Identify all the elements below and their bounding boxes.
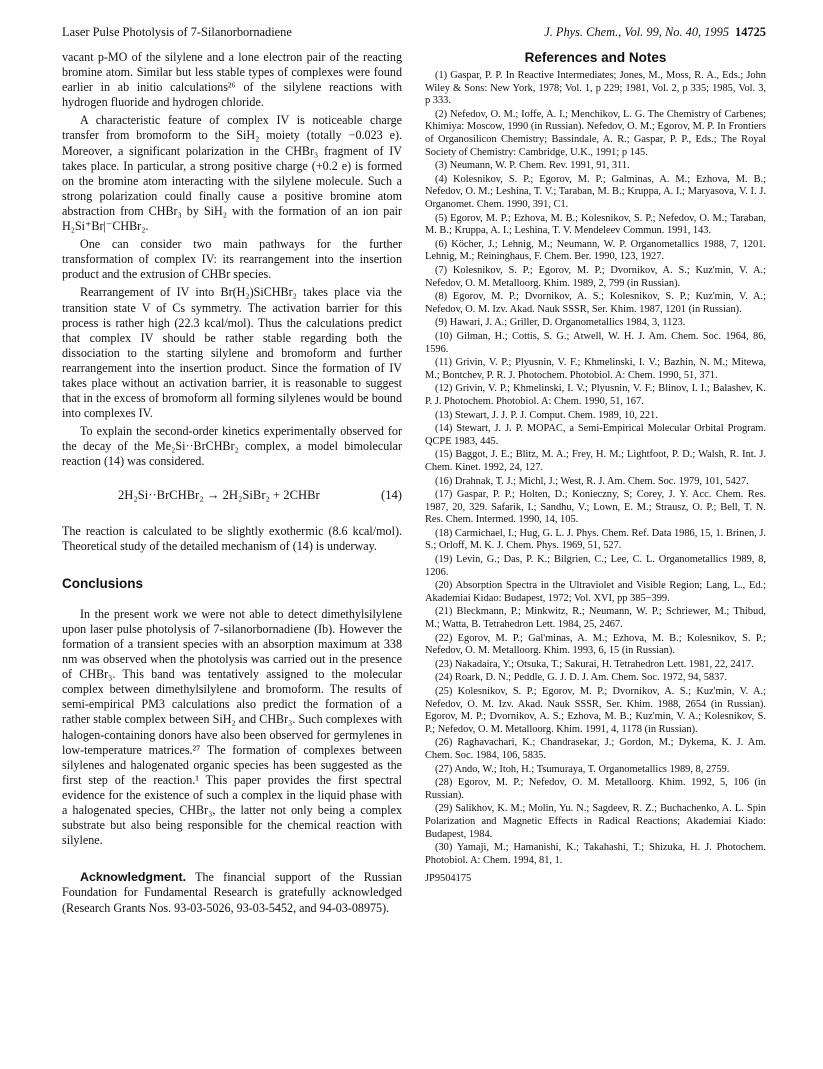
running-header [62, 25, 766, 43]
reference-item: (20) Absorption Spectra in the Ultraviolet and Visible Region; Lang, L., Ed.; Akademiai Kidao: Budapest, 1972; Vol. XVI, pp 385−399. [425, 580, 766, 604]
reference-item: (18) Carmichael, I.; Hug, G. L. J. Phys. Chem. Ref. Data 1986, 15, 1. Brinen, J. S.; Orloff, M. K. J. Chem. Phys. 1969, 51, 527. [425, 527, 767, 552]
reference-item: (7) Kolesnikov, S. P.; Egorov, M. P.; Dvornikov, A. S.; Kuz'min, V. A.; Nefedov, O. M. Metalloorg. Khim. 1989, 2, 799 (in Russian). [425, 265, 766, 289]
reference-item: (6) Köcher, J.; Lehnig, M.; Neumann, W. P. Organometallics 1988, 7, 1201. Lehnig, M.; Reininghaus, F. Chem. Ber. 1990, 123, 1927. [425, 238, 766, 263]
reference-item: (5) Egorov, M. P.; Ezhova, M. B.; Kolesnikov, S. P.; Nefedov, O. M.; Taraban, M. B.; Kruppa, A. I.; Leshina, T. V. Mendeleev Commun. 1991, 143. [425, 212, 766, 237]
equation-14 [62, 488, 402, 506]
reference-item: (16) Drahnak, T. J.; Michl, J.; West, R. J. Am. Chem. Soc. 1979, 101, 5427. [435, 475, 749, 487]
reference-item: (13) Stewart, J. J. P. J. Comput. Chem. 1989, 10, 221. [435, 409, 658, 421]
reference-item: (10) Gilman, H.; Cottis, S. G.; Atwell, W. H. J. Am. Chem. Soc. 1964, 86, 1596. [425, 330, 766, 355]
reference-item: (8) Egorov, M. P.; Dvornikov, A. S.; Kolesnikov, S. P.; Kuz'min, V. A.; Nefedov, O. M. Izv. Akad. Nauk SSSR, Ser. Khim. 1987, 1201 (in Russian). [425, 291, 766, 315]
acknowledgment-lead: Acknowledgment. [80, 870, 187, 885]
references-heading: References and Notes [524, 50, 667, 65]
references-list [425, 70, 766, 886]
body-paragraph: One can consider two main pathways for the further transformation of complex IV: its rearrangement into the insertion product and the extrusion of CHBr species. [62, 237, 402, 282]
manuscript-code: JP9504175 [425, 873, 472, 885]
reference-item: (12) Grivin, V. P.; Khmelinski, I. V.; Plyusnin, V. F.; Blinov, I. I.; Balashev, K. P. J. Photochem. Photobiol. A: Chem. 1990, 51, 167. [425, 383, 766, 407]
reference-item: (25) Kolesnikov, S. P.; Egorov, M. P.; Dvornikov, A. S.; Kuz'min, V. A.; Nefedov, O. M. Izv. Akad. Nauk SSSR, Ser. Khim. 1988, 2654 (in Russian). Egorov, M. P.; Dvornikov, A. S.; Ezhova, M. B.; Kuz'min, V. A.; Kolesnikov, S. P.; Nefedov, O. M. Metalloorg. Khim. 1991, 4, 1178 (in Russian). [425, 686, 766, 735]
reference-item: (11) Grivin, V. P.; Plyusnin, V. F.; Khmelinski, I. V.; Bazhin, N. M.; Mitewa, M.; Bontchev, P. R. J. Photochem. Photobiol. A: Chem. 1990, 51, 371. [425, 357, 766, 381]
body-paragraph: vacant p-MO of the silylene and a lone electron pair of the reacting bromine atom. Similar but less stable types of complexes were found earlier in ab initio calculations²⁶ of the silylene reactions with hydrogen fluoride and hydrogen chloride. [62, 50, 402, 110]
conclusions-paragraph: In the present work we were not able to detect dimethylsilylene upon laser pulse photolysis of 7-silanorbornadiene (Ib). However the formation of a transient species with an absorption maximum at 338 nm was observed when the photolysis was carried out in the presence of CHBr₃. This band was tentatively assigned to the molecular complex between dimethylsilylene and bromoform. The results of semi-empirical PM3 calculations also predict the formation of a rather stable complex between SiH₂ and CHBr₃. Such complexes with halogen-containing donors have also been observed for germylenes in low-temperature matrices.²⁷ The formation of complexes between silylenes and halogenated organic species has been suggested as the first step of the reaction.¹ This paper provides the first spectral evidence for the existence of such a complex in the liquid phase with a halogenated species, CHBr₃, the latter not only being a complex substrate but also being responsible for the chemical reaction with silylene. [62, 606, 402, 848]
header-article-title: Laser Pulse Photolysis of 7-Silanorbornadiene [62, 25, 292, 39]
reference-item: (14) Stewart, J. J. P. MOPAC, a Semi-Empirical Molecular Orbital Program. QCPE 1983, 445. [425, 423, 766, 447]
body-paragraph: A characteristic feature of complex IV is noticeable charge transfer from bromoform to the SiH₂ moiety (totally −0.023 e). Moreover, a significant polarization in the CHBr₃ fragment of IV takes place. In particular, a strong positive charge (+0.2 e) is formed on the bromine atom interacting with the silylene molecule. Such a strong polarization could finally cause a positive bromine atom abstraction from CHBr₃ by SiH₂ with the formation of an ion pair H₂Si⁺Br|⁻CHBr₂. [62, 113, 402, 234]
body-paragraph: The reaction is calculated to be slightly exothermic (8.6 kcal/mol). Theoretical study of the detailed mechanism of (14) is underway. [62, 523, 402, 553]
acknowledgment-paragraph [62, 870, 402, 915]
left-column [62, 50, 402, 916]
body-paragraph: Rearrangement of IV into Br(H₂)SiCHBr₂ takes place via the transition state V of Cs symmetry. The activation barrier for this process is rather high (22.3 kcal/mol). Thus the calculations predict that complex IV should be rather stable regarding both the dissociation to the starting silylene and bromoform and further rearrangement into the insertion product. Since the formation of IV takes place without an activation barrier, it is reasonable to suggest that in the excess of bromoform all forming silylenes would be bound into complexes IV. [62, 285, 402, 421]
reference-item: (15) Baggot, J. E.; Blitz, M. A.; Frey, H. M.; Lightfoot, P. D.; Walsh, R. Int. J. Chem. Kinet. 1992, 24, 127. [425, 449, 766, 473]
header-journal: J. Phys. Chem., Vol. 99, No. 40, 1995 [544, 25, 730, 39]
reference-item: (22) Egorov, M. P.; Gal'minas, A. M.; Ezhova, M. B.; Kolesnikov, S. P.; Nefedov, O. M. Metalloorg. Khim. 1993, 6, 15 (in Russian). [425, 632, 766, 657]
reference-item: (9) Hawari, J. A.; Griller, D. Organometallics 1984, 3, 1123. [435, 317, 686, 329]
reference-item: (28) Egorov, M. P.; Nefedov, O. M. Metalloorg. Khim. 1992, 5, 106 (in Russian). [425, 777, 766, 801]
reference-item: (30) Yamaji, M.; Hamanishi, K.; Takahashi, T.; Shizuka, H. J. Photochem. Photobiol. A: Chem. 1994, 81, 1. [425, 842, 766, 866]
section-heading-conclusions: Conclusions [62, 575, 144, 591]
header-page-number: 14725 [735, 25, 766, 39]
reference-item: (1) Gaspar, P. P. In Reactive Intermediates; Jones, M., Moss, R. A., Eds.; John Wiley & Sons: New York, 1978; Vol. 1, p 229; 1981, Vol. 2, p 335; 1985, Vol. 3, p 333. [425, 70, 766, 107]
acknowledgment-text: The financial support of the Russian Foundation for Fundamental Research is gratefully acknowledged (Research Grants Nos. 93-03-5026, 93-03-5452, and 94-03-08975). [62, 870, 402, 915]
reference-item: (29) Salikhov, K. M.; Molin, Yu. N.; Sagdeev, R. Z.; Buchachenko, A. L. Spin Polarization and Magnetic Effects in Radical Reactions; Akademiai Kiado: Budapest, 1984. [425, 803, 766, 840]
reference-item: (21) Bleckmann, P.; Minkwitz, R.; Neumann, W. P.; Schriewer, M.; Thibud, M.; Watta, B. Tetrahedron Lett. 1984, 25, 2467. [425, 606, 766, 631]
reference-item: (23) Nakadaira, Y.; Otsuka, T.; Sakurai, H. Tetrahedron Lett. 1981, 22, 2417. [435, 658, 754, 670]
right-column [425, 50, 766, 886]
body-paragraph: To explain the second-order kinetics experimentally observed for the decay of the Me₂Si··BrCHBr₂ complex, a model bimolecular reaction (14) was considered. [62, 424, 402, 469]
header-journal-citation [544, 25, 766, 40]
reference-item: (17) Gaspar, P. P.; Holten, D.; Konieczny, S; Corey, J. Y. Acc. Chem. Res. 1987, 20, 329. Safarik, I.; Sandhu, V.; Lown, E. M.; Strausz, O. P.; Bell, T. N. Res. Chem. Intermed. 1990, 14, 105. [425, 489, 766, 526]
reference-item: (19) Levin, G.; Das, P. K.; Bilgrien, C.; Lee, C. L. Organometallics 1989, 8, 1206. [425, 554, 766, 578]
reference-item: (3) Neumann, W. P. Chem. Rev. 1991, 91, 311. [435, 160, 630, 172]
reference-item: (2) Nefedov, O. M.; Ioffe, A. I.; Menchikov, L. G. The Chemistry of Carbenes; Khimiya: Moscow, 1990 (in Russian). Nefedov, O. M.; Egorov, M. P. In Frontiers of Organosilicon Chemistry; Bassindale, A. R.; Gaspar, P. P., Eds.; The Royal Society of Chemistry: Cambridge, U.K., 1991; p 145. [425, 108, 766, 158]
reference-item: (4) Kolesnikov, S. P.; Egorov, M. P.; Galminas, A. M.; Ezhova, M. B.; Nefedov, O. M.; Leshina, T. V.; Taraban, M. B.; Kruppa, A. I.; Maryasova, V. I. J. Organomet. Chem. 1990, 391, C1. [425, 173, 766, 211]
reference-item: (27) Ando, W.; Itoh, H.; Tsumuraya, T. Organometallics 1989, 8, 2759. [435, 763, 730, 775]
equation-number: (14) [381, 487, 402, 502]
reference-item: (24) Roark, D. N.; Peddle, G. J. D. J. Am. Chem. Soc. 1972, 94, 5837. [435, 672, 728, 684]
equation-expression: 2H₂Si··BrCHBr₂ → 2H₂SiBr₂ + 2CHBr [118, 487, 320, 502]
reference-item: (26) Raghavachari, K.; Chandrasekar, J.; Gordon, M.; Dykema, K. J. Am. Chem. Soc. 1984, 106, 5835. [425, 737, 766, 761]
